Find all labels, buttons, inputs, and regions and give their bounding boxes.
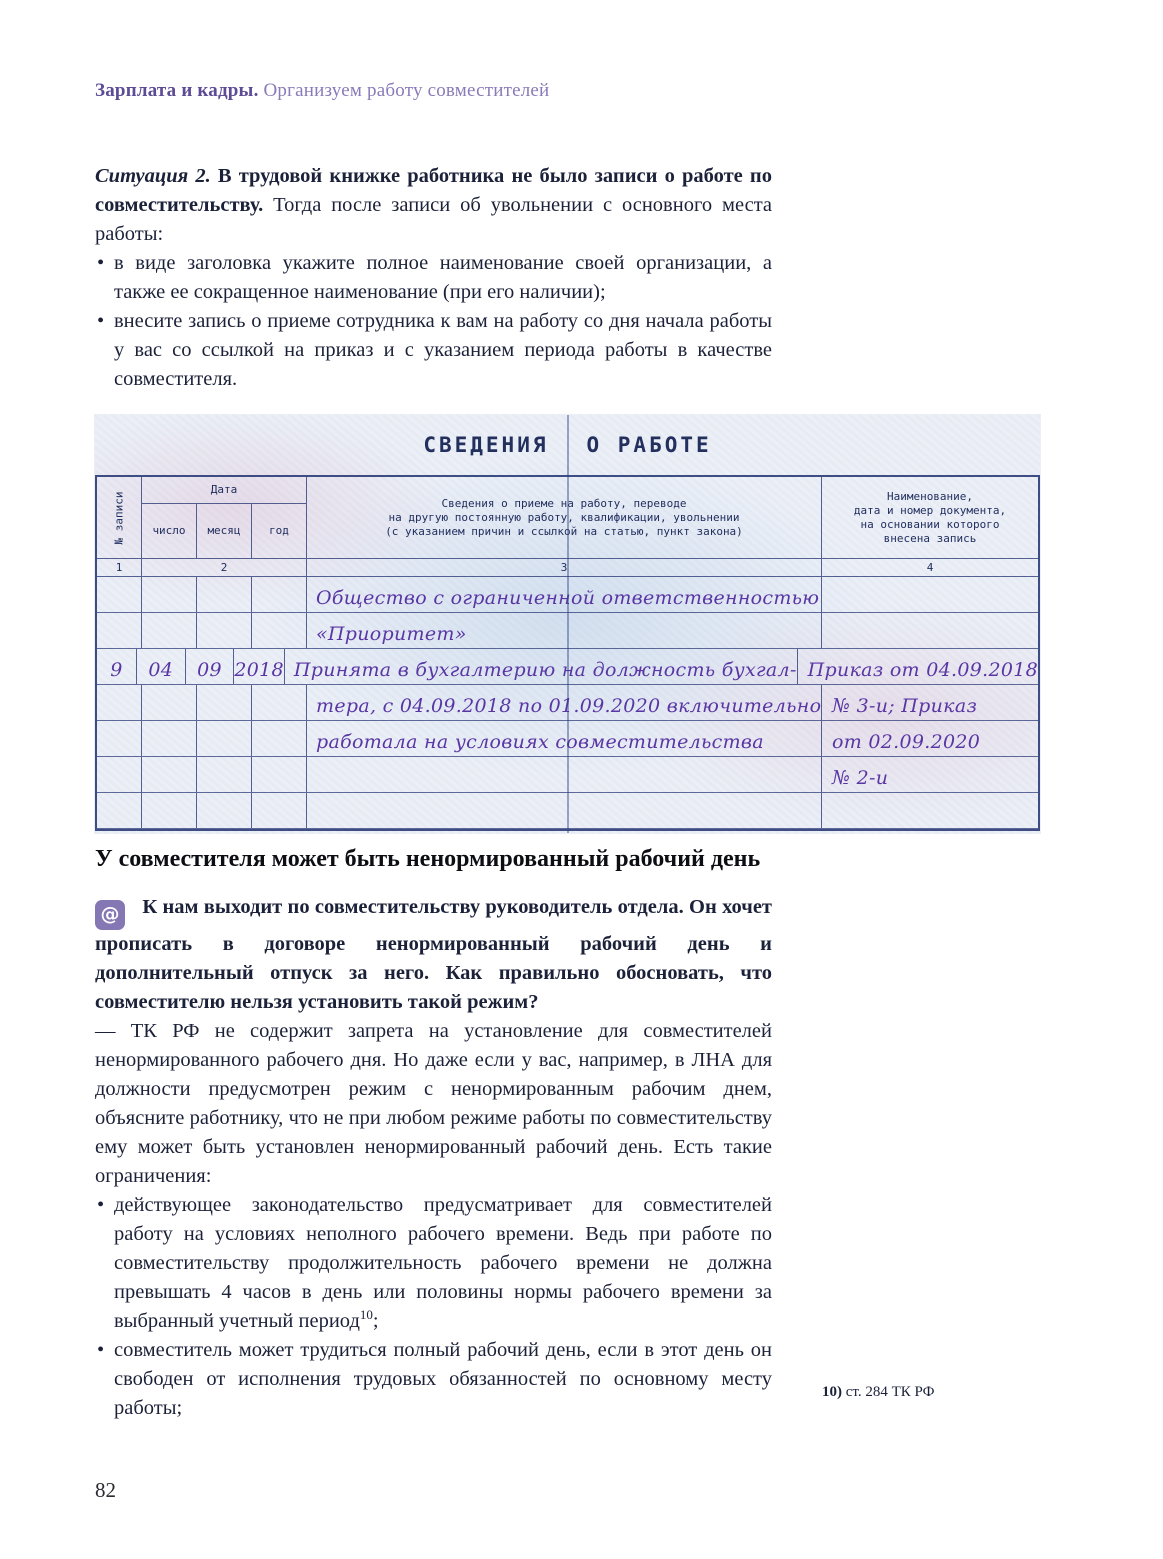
cell-document [822, 577, 1038, 612]
column-header-date [142, 477, 307, 558]
situation-bold-text: В трудовой книжке работника не было записи о работе по совместительству. [95, 165, 772, 216]
bullet-item [95, 1191, 772, 1336]
cell-info [307, 793, 822, 828]
bullet-item [95, 307, 772, 394]
column-header-date-label: Дата [142, 477, 306, 504]
cell-year [252, 613, 307, 648]
cell-info: «Приоритет» [307, 613, 822, 648]
bullet-text-after: ; [372, 1309, 379, 1332]
cell-document: от 02.09.2020 [832, 731, 981, 753]
cell-year [252, 685, 307, 720]
cell-record-no [97, 685, 142, 720]
article-title: Организуем работу совместителей [263, 80, 550, 101]
cell-day: 04 [137, 649, 186, 684]
cell-day [142, 793, 197, 828]
cell-info: работала на условиях совместительства [307, 721, 822, 756]
expert-answer: — ТК РФ не содержит запрета на установление для совместителей ненормированного рабочего дня. Но даже если у вас, например, в ЛНА для должности предусмотрен режим с ненормированным рабочим днем, объясните работнику, что не при любом режиме работы по совместительству ему может быть установлен ненормированный рабочий день. Есть такие ограничения: [95, 1019, 772, 1187]
cell-day [142, 685, 197, 720]
cell-record-no [97, 757, 142, 792]
cell-record-no: 9 [97, 649, 137, 684]
situation-bullet-list [95, 249, 772, 394]
column-number: 1 [97, 559, 142, 576]
footnote-marker: 10) [822, 1384, 842, 1400]
column-header-month: месяц [197, 504, 252, 558]
footnote-text: ст. 284 ТК РФ [845, 1384, 935, 1400]
column-header-record-no: № записи [97, 477, 142, 558]
irregular-hours-section [95, 844, 772, 1423]
workbook-title-right: О РАБОТЕ [586, 433, 712, 457]
question-text: К нам выходит по совместительству руководитель отдела. Он хочет прописать в договоре ненормированный рабочий день и дополнительный отпуск за него. Как правильно обосновать, что совместителю нельзя установить такой режим? [95, 896, 773, 1013]
column-header-year: год [269, 524, 289, 537]
situation-2-paragraph [95, 162, 772, 249]
cell-month: 09 [186, 649, 235, 684]
workbook-title-left: СВЕДЕНИЯ [423, 433, 549, 457]
cell-document [822, 613, 1038, 648]
situation-label: Ситуация 2. [95, 165, 211, 187]
situation-rest-text: Тогда после записи об увольнении с основного места работы: [95, 194, 772, 245]
cell-document: № 3-и; Приказ [832, 695, 978, 717]
column-number: 3 [307, 559, 822, 576]
work-record-book-scan [95, 415, 1040, 833]
cell-month [197, 757, 252, 792]
cell-record-no [97, 721, 142, 756]
cell-month [197, 793, 252, 828]
answer-bullet-list [95, 1191, 772, 1423]
cell-year [252, 757, 307, 792]
cell-year [252, 577, 307, 612]
bullet-text: в виде заголовка укажите полное наименование своей организации, а также ее сокращенное наименование (при его наличии); [114, 252, 772, 303]
cell-info: Общество с ограниченной ответственностью [307, 577, 822, 612]
page-number: 82 [95, 1478, 116, 1502]
cell-info [307, 757, 822, 792]
situation-2-block [95, 162, 772, 394]
cell-info: тера, с 04.09.2018 по 01.09.2020 включительно [307, 685, 822, 720]
footnote-reference: 10 [359, 1306, 373, 1322]
bullet-item [95, 1336, 772, 1423]
at-icon: @ [95, 900, 125, 930]
magazine-section-label: Зарплата и кадры. [95, 80, 259, 101]
cell-document: № 2-и [832, 767, 889, 789]
running-head [95, 80, 549, 102]
bullet-text: внесите запись о приеме сотрудника к вам на работу со дня начала работы у вас со ссылкой на приказ и с указанием периода работы в качестве совместителя. [114, 310, 772, 390]
column-header-day: число [142, 504, 197, 558]
cell-month [197, 613, 252, 648]
cell-record-no [97, 577, 142, 612]
bullet-text: совместитель может трудиться полный рабочий день, если в этот день он свободен от исполнения трудовых обязанностей по основному месту работы; [114, 1338, 772, 1419]
column-header-info: Сведения о приеме на работу, переводе на другую постоянную работу, квалификации, увольнении (с указанием причин и ссылкой на статью, пункт закона) [307, 477, 822, 558]
bullet-text: действующее законодательство предусматривает для совместителей работу на условиях неполного рабочего времени. Ведь при работе по совместительству продолжительность рабочего времени не должна превышать 4 часов в день или половины нормы рабочего времени за выбранный учетный период [114, 1193, 772, 1332]
cell-month [197, 685, 252, 720]
cell-year [252, 793, 307, 828]
cell-info: Принята в бухгалтерию на должность бухгал- [285, 649, 798, 684]
cell-record-no [97, 793, 142, 828]
column-number: 2 [142, 559, 307, 576]
section-heading: У совместителя может быть ненормированный рабочий день [95, 846, 761, 872]
cell-month [197, 577, 252, 612]
cell-day [142, 577, 197, 612]
column-header-document: Наименование, дата и номер документа, на основании которого внесена запись [853, 489, 1007, 545]
page-fold-line [567, 415, 569, 833]
margin-footnote [822, 1383, 1062, 1402]
cell-document: Приказ от 04.09.2018 [807, 659, 1038, 681]
reader-question [95, 893, 772, 1017]
column-number: 4 [926, 561, 934, 574]
cell-year: 2018 [234, 649, 285, 684]
cell-day [142, 757, 197, 792]
cell-day [142, 721, 197, 756]
cell-record-no [97, 613, 142, 648]
cell-day [142, 613, 197, 648]
cell-month [197, 721, 252, 756]
cell-year [252, 721, 307, 756]
cell-document [822, 793, 1038, 828]
bullet-item [95, 249, 772, 307]
